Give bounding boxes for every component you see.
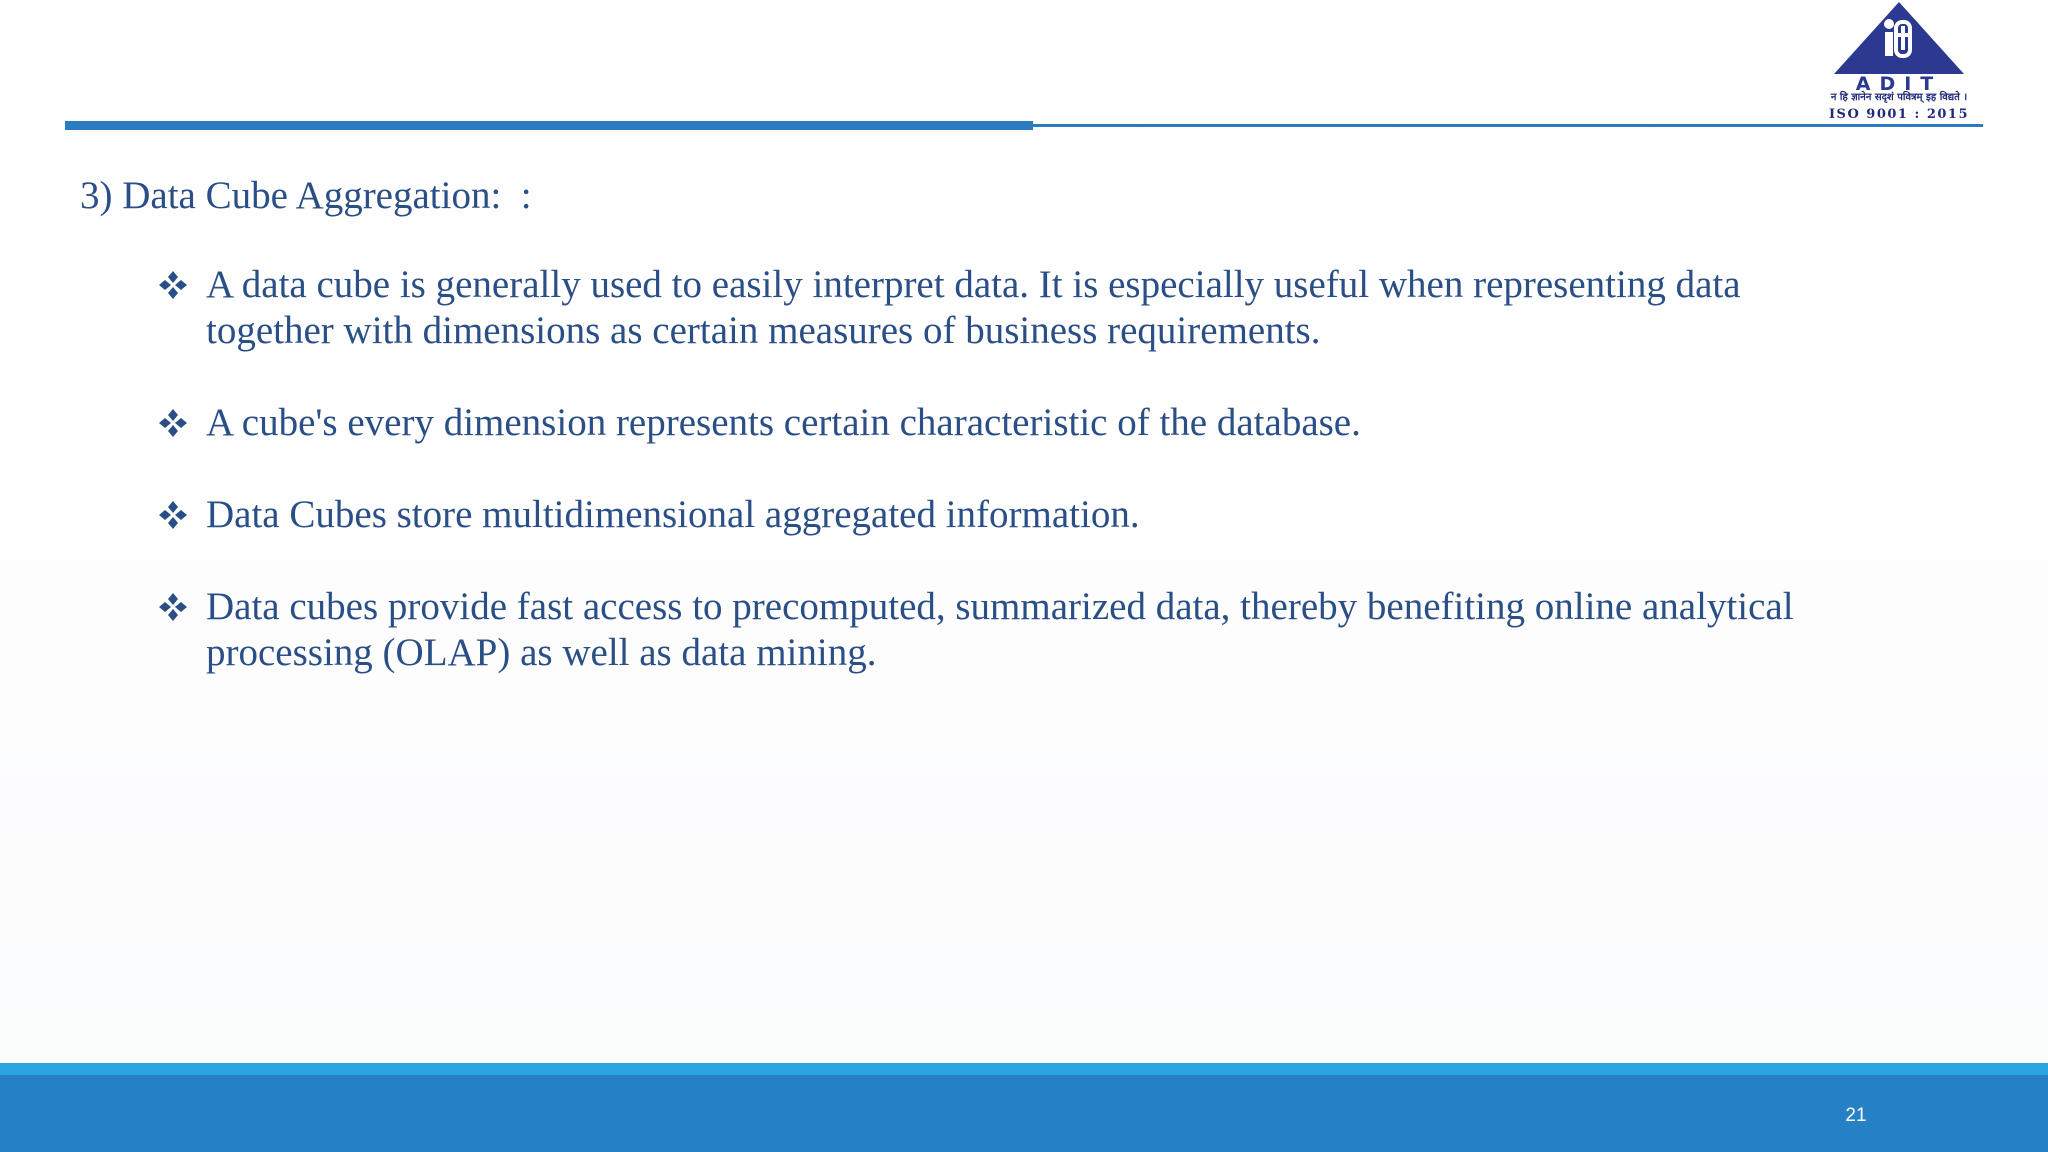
- bullet-list: [158, 262, 1858, 722]
- bullet-text: Data cubes provide fast access to precomputed, summarized data, thereby benefiting online analytical processing (OLAP) as well as data mining.: [206, 585, 1794, 674]
- logo-certification: ISO 9001 : 2015: [1828, 107, 1970, 122]
- adit-logo: [1816, 0, 1982, 128]
- header-rule-thick: [65, 121, 1033, 130]
- footer-band: [0, 1075, 2048, 1152]
- diamond-bullet-icon: [158, 592, 188, 622]
- logo-wordmark: ADIT: [1855, 73, 1943, 92]
- logo-motto: न हि ज्ञानेन सदृशं पवित्रम् इह विद्यते ।: [1830, 92, 1968, 103]
- bullet-text: A data cube is generally used to easily interpret data. It is especially useful when representing data together with dimensions as certain measures of business requirements.: [206, 263, 1741, 352]
- diamond-bullet-icon: [158, 500, 188, 530]
- page-number: 21: [1845, 1105, 1867, 1126]
- footer-bar: [0, 1063, 2048, 1152]
- bullet-text: Data Cubes store multidimensional aggregated information.: [206, 493, 1140, 536]
- bullet-item: [158, 400, 1858, 446]
- footer-stripe: [0, 1063, 2048, 1075]
- header-rule: [65, 121, 1983, 130]
- bullet-text: A cube's every dimension represents certain characteristic of the database.: [206, 401, 1361, 444]
- bullet-item: [158, 584, 1858, 676]
- bullet-item: [158, 492, 1858, 538]
- logo-emblem: [1816, 0, 1982, 92]
- diamond-bullet-icon: [158, 270, 188, 300]
- bullet-item: [158, 262, 1858, 354]
- diamond-bullet-icon: [158, 408, 188, 438]
- section-heading: 3) Data Cube Aggregation: :: [80, 174, 532, 217]
